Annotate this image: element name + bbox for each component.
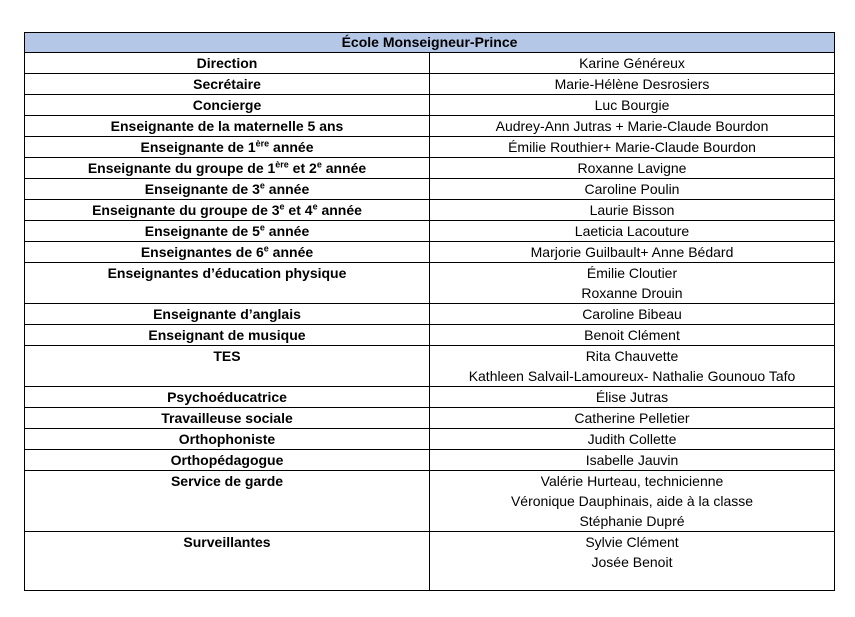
role-text: Psychoéducatrice	[167, 389, 287, 405]
role-cell	[25, 137, 430, 158]
table-row	[25, 116, 835, 137]
names-cell	[430, 95, 835, 116]
role-text: Orthophoniste	[178, 431, 276, 447]
names-cell	[430, 471, 835, 532]
role-text: Orthopédagogue	[170, 452, 284, 468]
table-row	[25, 74, 835, 95]
table-row	[25, 200, 835, 221]
name-line: Laurie Bisson	[589, 202, 675, 218]
role-text: Travailleuse sociale	[161, 410, 293, 426]
role-cell	[25, 429, 430, 450]
name-line: Judith Collette	[587, 431, 677, 447]
names-cell	[430, 179, 835, 200]
staff-table	[24, 32, 835, 591]
role-cell	[25, 346, 430, 387]
role-text: Enseignantes d’éducation physique	[107, 265, 347, 281]
names-cell	[430, 450, 835, 471]
names-cell	[430, 116, 835, 137]
role-text: Enseignantes de 6	[140, 244, 264, 260]
role-text: Concierge	[192, 97, 262, 113]
name-line: Émilie Routhier+ Marie-Claude Bourdon	[508, 139, 756, 155]
names-cell	[430, 408, 835, 429]
names-cell	[430, 387, 835, 408]
role-cell	[25, 325, 430, 346]
names-cell	[430, 158, 835, 179]
name-line: Laeticia Lacouture	[574, 223, 690, 239]
table-row	[25, 137, 835, 158]
role-text: Direction	[196, 55, 258, 71]
name-line: Benoit Clément	[584, 327, 680, 343]
role-text: Enseignante du groupe de 3	[92, 202, 280, 218]
role-cell	[25, 304, 430, 325]
role-text: année	[321, 160, 367, 176]
table-row	[25, 346, 835, 387]
name-line: Véronique Dauphinais, aide à la classe	[510, 493, 754, 509]
name-line: Marie-Hélène Desrosiers	[554, 76, 710, 92]
name-line: Rita Chauvette	[585, 348, 679, 364]
name-line: Catherine Pelletier	[574, 410, 690, 426]
role-cell	[25, 116, 430, 137]
role-text: et 2	[288, 160, 317, 176]
table-row	[25, 387, 835, 408]
table-row	[25, 179, 835, 200]
name-line: Luc Bourgie	[594, 97, 670, 113]
role-cell	[25, 408, 430, 429]
name-line: Valérie Hurteau, technicienne	[540, 473, 724, 489]
role-cell	[25, 95, 430, 116]
role-cell	[25, 532, 430, 591]
names-cell	[430, 137, 835, 158]
name-line: Roxanne Drouin	[581, 285, 683, 301]
role-text: Enseignante du groupe de 1	[87, 160, 276, 176]
names-cell	[430, 532, 835, 591]
role-cell	[25, 242, 430, 263]
role-cell	[25, 53, 430, 74]
role-text: Enseignante d’anglais	[153, 306, 301, 322]
names-cell	[430, 53, 835, 74]
table-row	[25, 471, 835, 532]
role-text: année	[264, 181, 310, 197]
name-line: Caroline Poulin	[584, 181, 680, 197]
name-line: Marjorie Guilbault+ Anne Bédard	[530, 244, 734, 260]
role-cell	[25, 471, 430, 532]
role-superscript: ère	[275, 159, 289, 170]
role-text: année	[317, 202, 362, 218]
role-superscript: e	[279, 201, 285, 212]
role-text: Enseignante de la maternelle 5 ans	[110, 118, 344, 134]
name-line: Audrey-Ann Jutras + Marie-Claude Bourdon	[495, 118, 769, 134]
role-text: Enseignante de 5	[144, 223, 260, 239]
role-text: année	[264, 223, 310, 239]
role-cell	[25, 263, 430, 304]
role-text: Enseignant de musique	[148, 327, 306, 343]
name-line: Stéphanie Dupré	[579, 513, 685, 529]
name-line: Josée Benoit	[591, 554, 673, 570]
table-row	[25, 450, 835, 471]
names-cell	[430, 346, 835, 387]
names-cell	[430, 242, 835, 263]
table-row	[25, 408, 835, 429]
names-cell	[430, 221, 835, 242]
table-row	[25, 263, 835, 304]
role-text: année	[269, 139, 314, 155]
role-cell	[25, 74, 430, 95]
names-cell	[430, 200, 835, 221]
role-cell	[25, 221, 430, 242]
name-line: Kathleen Salvail-Lamoureux- Nathalie Gounouo Tafo	[468, 368, 796, 384]
role-text: Enseignante de 3	[144, 181, 260, 197]
names-cell	[430, 325, 835, 346]
role-cell	[25, 450, 430, 471]
name-line: Roxanne Lavigne	[577, 160, 687, 176]
name-line: Caroline Bibeau	[582, 306, 682, 322]
role-text: Service de garde	[170, 473, 284, 489]
role-superscript: e	[263, 243, 269, 254]
table-row	[25, 95, 835, 116]
role-text: Surveillantes	[183, 534, 271, 550]
role-superscript: e	[312, 201, 318, 212]
role-superscript: ère	[255, 138, 270, 149]
name-line: Émilie Cloutier	[586, 265, 678, 281]
table-row	[25, 325, 835, 346]
role-cell	[25, 179, 430, 200]
role-superscript: e	[259, 180, 265, 191]
table-row	[25, 53, 835, 74]
table-row	[25, 532, 835, 591]
role-text: TES	[213, 348, 241, 364]
names-cell	[430, 304, 835, 325]
name-line: Karine Généreux	[579, 55, 685, 71]
role-text: Enseignante de 1	[140, 139, 256, 155]
role-text: année	[268, 244, 314, 260]
role-text: et 4	[284, 202, 313, 218]
school-title: École Monseigneur-Prince	[25, 33, 835, 53]
table-row	[25, 429, 835, 450]
role-superscript: e	[259, 222, 265, 233]
names-cell	[430, 263, 835, 304]
role-text: Secrétaire	[193, 76, 261, 92]
name-line: Élise Jutras	[595, 389, 669, 405]
table-row	[25, 242, 835, 263]
role-cell	[25, 387, 430, 408]
title-row	[25, 33, 835, 53]
name-line: Isabelle Jauvin	[585, 452, 679, 468]
table-row	[25, 304, 835, 325]
names-cell	[430, 74, 835, 95]
table-row	[25, 221, 835, 242]
role-cell	[25, 158, 430, 179]
name-line: Sylvie Clément	[585, 534, 679, 550]
role-cell	[25, 200, 430, 221]
table-row	[25, 158, 835, 179]
names-cell	[430, 429, 835, 450]
role-superscript: e	[316, 159, 322, 170]
